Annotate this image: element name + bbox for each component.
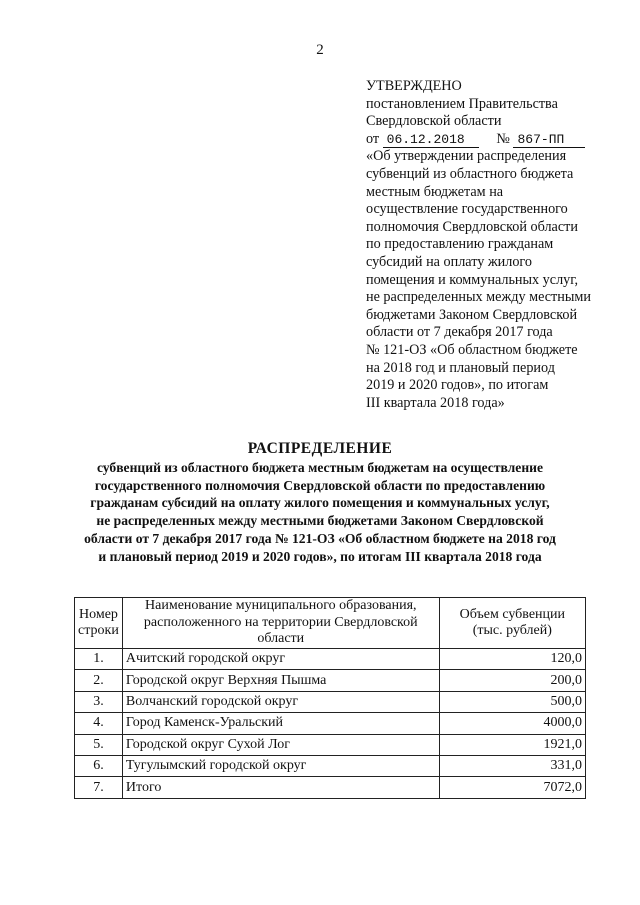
subtitle-line: области от 7 декабря 2017 года № 121-ОЗ «Об областном бюджете на 2018 год (84, 530, 556, 546)
approval-block (366, 78, 628, 412)
header-municipality (122, 598, 439, 649)
table-row (75, 670, 586, 691)
resolution-line: области от 7 декабря 2017 года (366, 324, 553, 341)
approval-date-number-line (366, 131, 628, 149)
table-total-row (75, 777, 586, 798)
row-number: 2. (75, 670, 123, 691)
subtitle-line: субвенций из областного бюджета местным бюджетам на осуществление (96, 460, 544, 475)
header-row-number-line-2: строки (78, 623, 119, 638)
table-row (75, 755, 586, 776)
resolution-line: бюджетами Законом Свердловской (366, 306, 578, 323)
row-number: 1. (75, 649, 123, 670)
subtitle-line: гражданам субсидий на оплату жилого помещения и коммунальных услуг, (90, 495, 550, 511)
subvention-amount: 500,0 (439, 691, 585, 712)
resolution-line: осуществление государственного (366, 201, 568, 218)
row-number: 7. (75, 777, 123, 798)
municipality-name: Городской округ Верхняя Пышма (122, 670, 439, 691)
resolution-line: помещения и коммунальных услуг, (366, 271, 579, 288)
date-value: 06.12.2018 (383, 133, 479, 148)
subvention-amount: 200,0 (439, 670, 585, 691)
resolution-line: 2019 и 2020 годов», по итогам (366, 377, 549, 394)
number-value: 867-ПП (513, 133, 585, 148)
resolution-line: субсидий на оплату жилого (366, 253, 532, 270)
resolution-line: полномочия Свердловской области (366, 218, 578, 235)
table-row (75, 649, 586, 670)
document-title: РАСПРЕДЕЛЕНИЕ (247, 440, 393, 457)
subtitle-line: государственного полномочия Свердловской области по предоставлению (94, 477, 546, 493)
header-amount (439, 598, 585, 649)
header-amount-line-1: Объем субвенции (459, 606, 566, 622)
row-number: 6. (75, 755, 123, 776)
resolution-line: субвенций из областного бюджета (366, 165, 574, 182)
total-amount: 7072,0 (439, 777, 585, 798)
resolution-line: не распределенных между местными (366, 289, 591, 306)
resolution-line: «Об утверждении распределения (366, 148, 567, 165)
header-municipality-line-3: области (257, 631, 305, 647)
resolution-line: № 121-ОЗ «Об областном бюджете (366, 341, 578, 358)
approval-heading: УТВЕРЖДЕНО (366, 78, 462, 94)
municipality-name: Городской округ Сухой Лог (122, 734, 439, 755)
subvention-amount: 1921,0 (439, 734, 585, 755)
subvention-amount: 331,0 (439, 755, 585, 776)
document-subtitle (60, 459, 580, 565)
header-municipality-line-1: Наименование муниципального образования, (145, 598, 417, 614)
header-municipality-line-2: расположенного на территории Свердловской (143, 614, 418, 630)
table-row (75, 734, 586, 755)
page-number: 2 (316, 42, 324, 58)
header-row-number (75, 598, 123, 649)
distribution-table (74, 597, 586, 799)
row-number: 3. (75, 691, 123, 712)
subtitle-line: и плановый период 2019 и 2020 годов», по итогам III квартала 2018 года (98, 548, 542, 564)
table-header-row (75, 598, 586, 649)
municipality-name: Ачитский городской округ (122, 649, 439, 670)
subtitle-line: не распределенных между местными бюджетами Законом Свердловской (96, 513, 544, 529)
date-prefix: от (366, 130, 380, 147)
total-label: Итого (122, 777, 439, 798)
approval-line-1: постановлением Правительства (366, 95, 558, 112)
table-row (75, 713, 586, 734)
resolution-line: по предоставлению гражданам (366, 236, 554, 253)
subvention-amount: 4000,0 (439, 713, 585, 734)
resolution-line: местным бюджетам на (366, 183, 504, 200)
approval-line-2: Свердловской области (366, 113, 502, 130)
number-prefix: № (496, 130, 510, 147)
header-amount-line-2: (тыс. рублей) (472, 623, 552, 638)
row-number: 4. (75, 713, 123, 734)
subvention-amount: 120,0 (439, 649, 585, 670)
municipality-name: Волчанский городской округ (122, 691, 439, 712)
municipality-name: Тугулымский городской округ (122, 755, 439, 776)
header-row-number-line-1: Номер (78, 606, 118, 622)
row-number: 5. (75, 734, 123, 755)
municipality-name: Город Каменск-Уральский (122, 713, 439, 734)
resolution-line: на 2018 год и плановый период (366, 359, 555, 376)
table-row (75, 691, 586, 712)
resolution-line: III квартала 2018 года» (366, 394, 505, 411)
